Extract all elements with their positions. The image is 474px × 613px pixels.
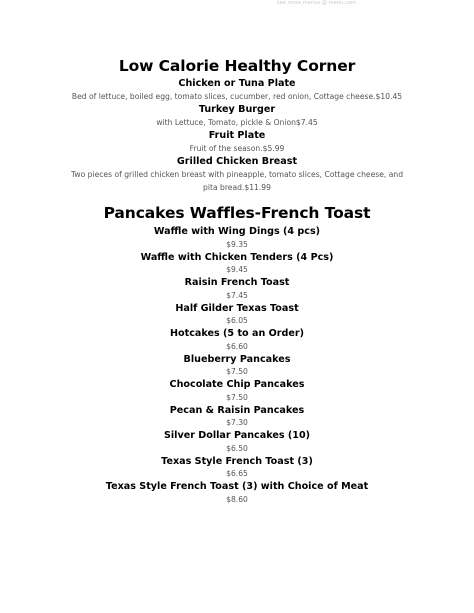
menu-item-name: Pecan & Raisin Pancakes bbox=[169, 404, 305, 416]
menu-item-price: $6.60 bbox=[226, 341, 248, 351]
menu-item-description: with Lettuce, Tomato, pickle & Onion$7.45 bbox=[156, 118, 318, 127]
menu-item-name: Blueberry Pancakes bbox=[183, 353, 291, 365]
menu-item-price: $7.30 bbox=[226, 418, 248, 427]
menu-section-low-calorie bbox=[0, 57, 474, 194]
menu-item-description: Fruit of the season.$5.99 bbox=[189, 144, 285, 153]
menu-item-name: Texas Style French Toast (3) bbox=[161, 455, 313, 467]
menu-item-name: Half Gilder Texas Toast bbox=[175, 302, 299, 314]
menu-item-description: Bed of lettuce, boiled egg, tomato slices, cucumber, red onion, Cottage cheese.$10.45 bbox=[71, 92, 403, 101]
section-title: Low Calorie Healthy Corner bbox=[118, 57, 356, 75]
menu-item-name: Texas Style French Toast (3) with Choice of Meat bbox=[105, 481, 369, 492]
watermark-text: see more menus @ menu.com bbox=[276, 0, 356, 6]
menu-item-price: $9.35 bbox=[226, 239, 248, 249]
menu-item-name: Fruit Plate bbox=[208, 130, 266, 141]
menu-section-pancakes bbox=[0, 204, 474, 506]
menu-item-name: Chicken or Tuna Plate bbox=[178, 78, 296, 89]
menu-item-price: $8.60 bbox=[226, 494, 248, 504]
menu-item-description: Two pieces of grilled chicken breast with pineapple, tomato slices, Cottage cheese, and pita bread.$11.99 bbox=[70, 170, 404, 192]
menu-item-price: $6.05 bbox=[226, 316, 248, 325]
menu-item-price: $9.45 bbox=[226, 265, 248, 274]
menu-item-name: Waffle with Wing Dings (4 pcs) bbox=[153, 226, 321, 237]
menu-item-name: Turkey Burger bbox=[198, 104, 276, 115]
section-title: Pancakes Waffles-French Toast bbox=[103, 204, 371, 222]
menu-item-name: Silver Dollar Pancakes (10) bbox=[163, 430, 311, 441]
menu-item-name: Chocolate Chip Pancakes bbox=[169, 379, 305, 390]
menu-item-price: $7.50 bbox=[226, 392, 248, 402]
menu-item-name: Hotcakes (5 to an Order) bbox=[170, 328, 304, 339]
menu-item-name: Raisin French Toast bbox=[184, 277, 290, 288]
menu-item-price: $6.65 bbox=[226, 469, 248, 478]
menu-item-name: Grilled Chicken Breast bbox=[176, 156, 298, 167]
menu-item-price: $6.50 bbox=[226, 443, 248, 453]
menu-item-price: $7.45 bbox=[226, 290, 248, 300]
menu-item-name: Waffle with Chicken Tenders (4 Pcs) bbox=[140, 251, 334, 263]
menu-item-price: $7.50 bbox=[226, 367, 248, 376]
